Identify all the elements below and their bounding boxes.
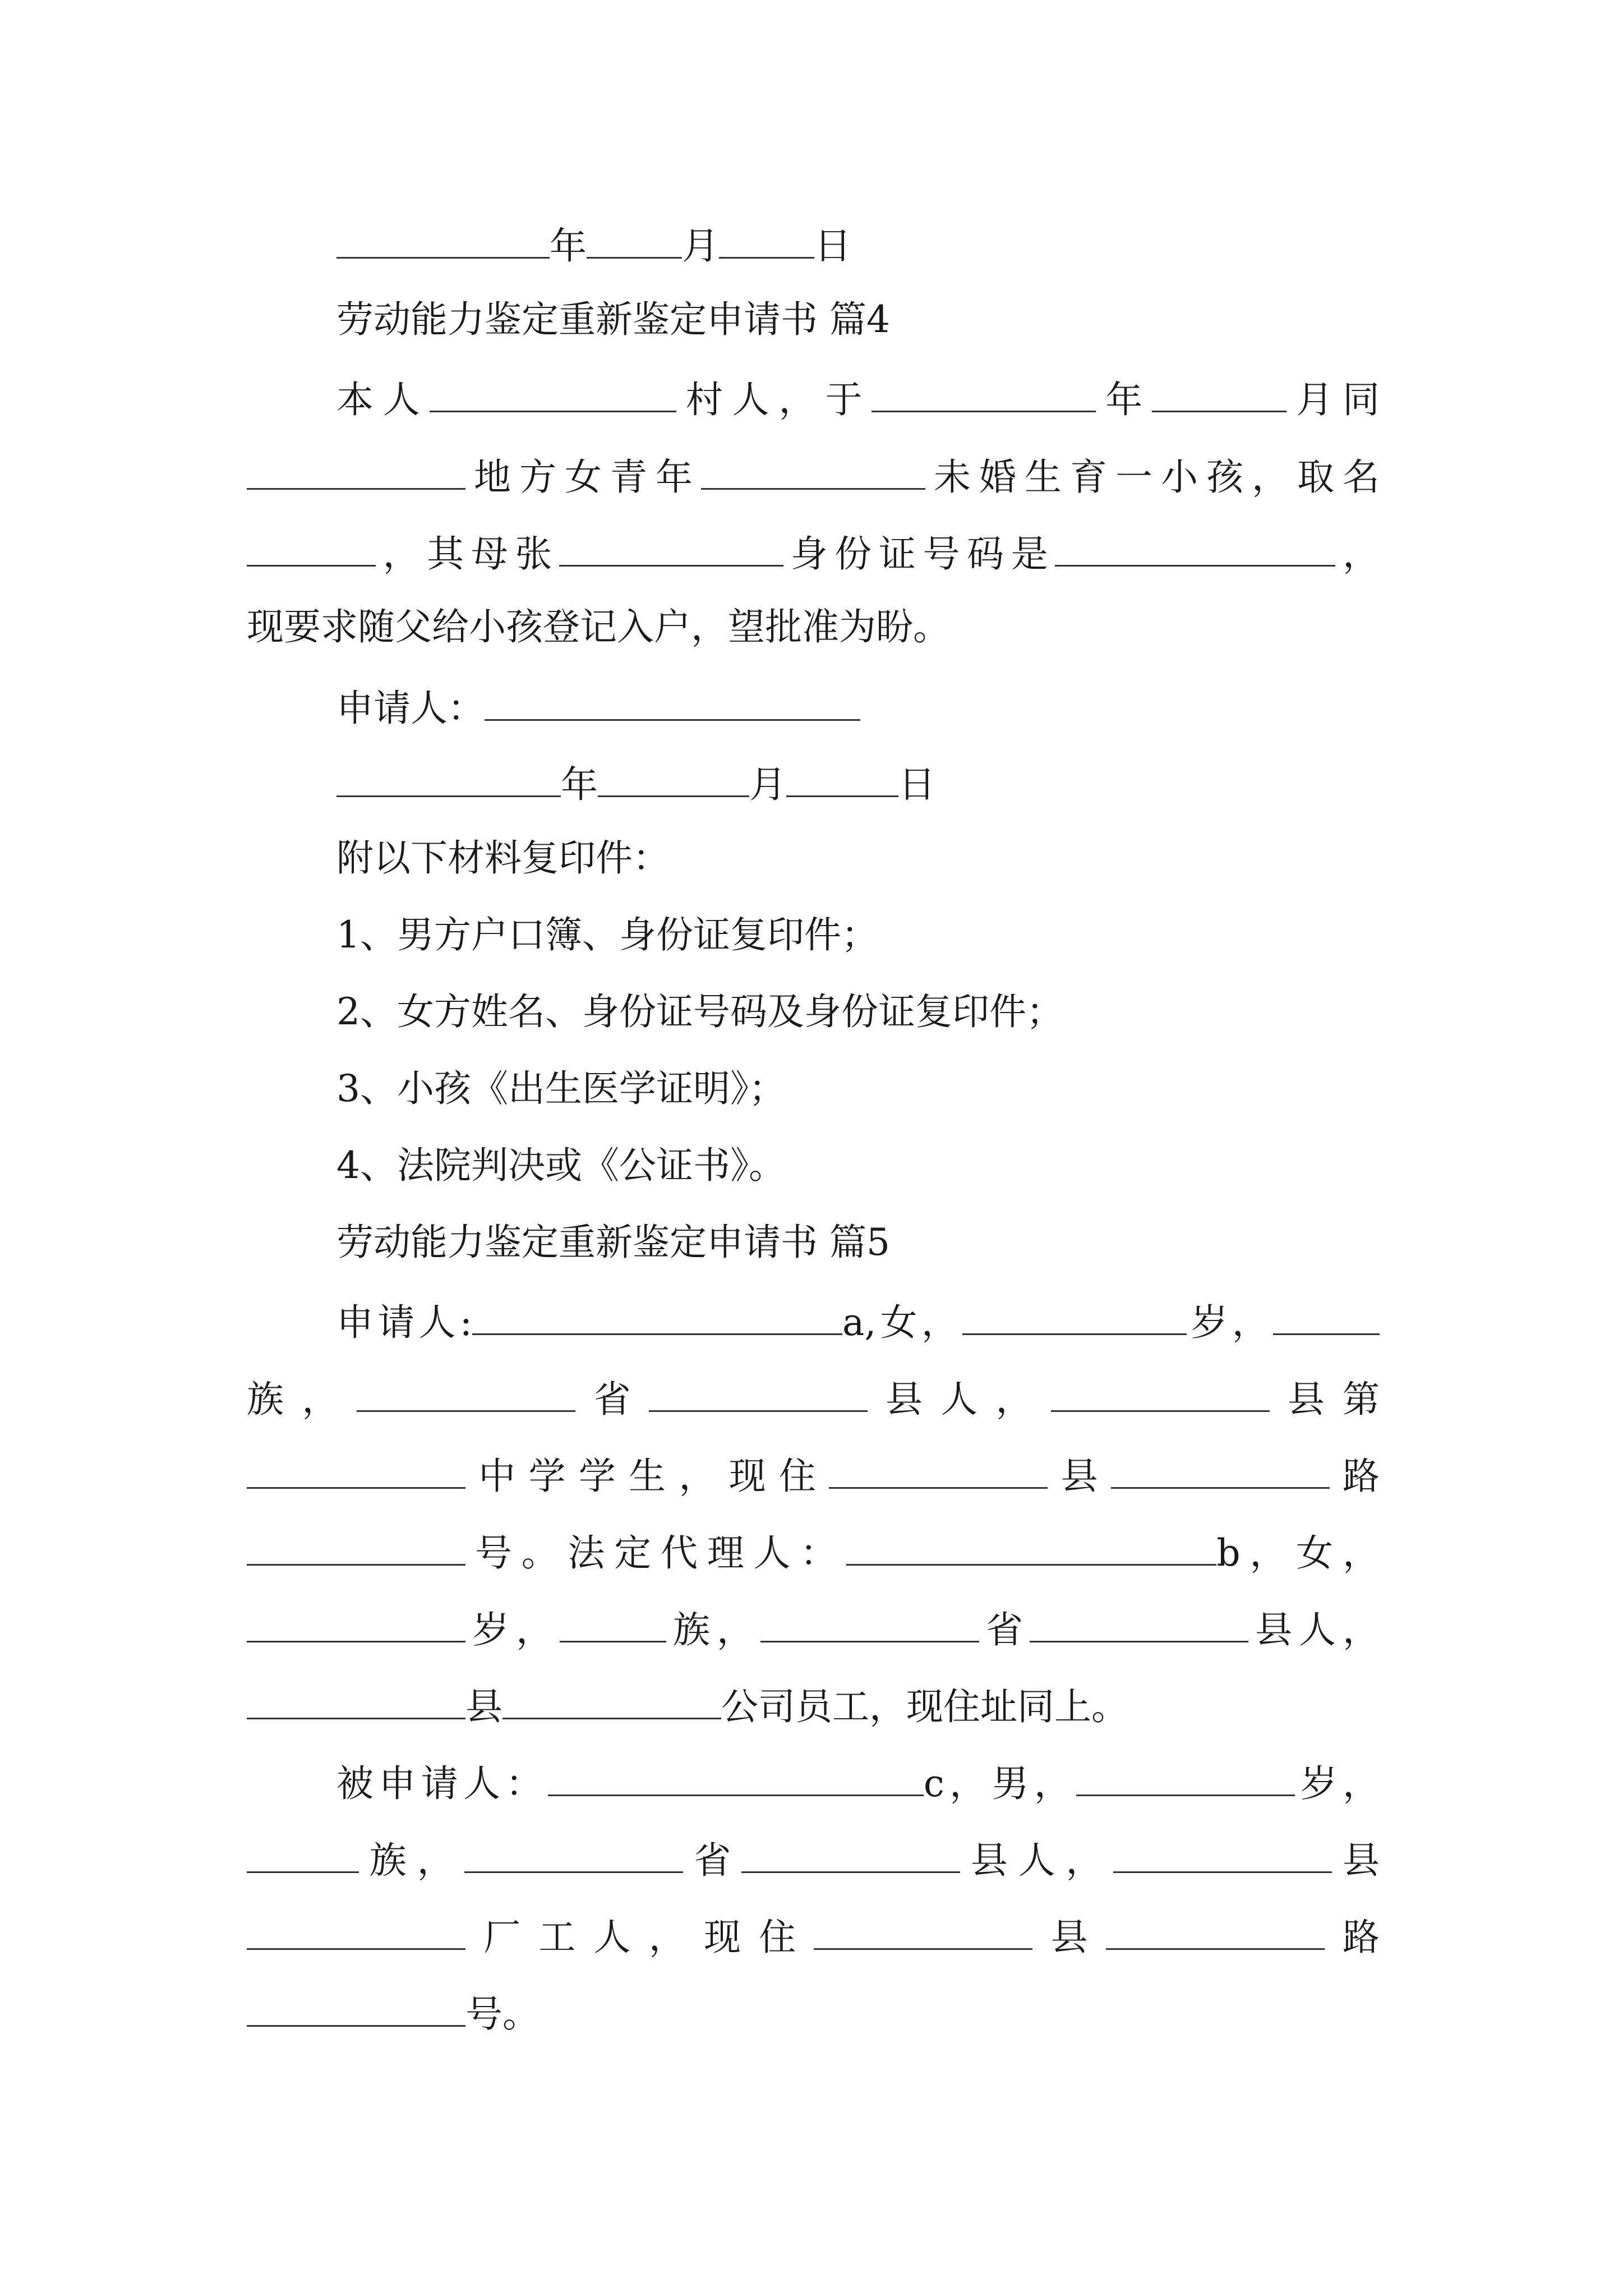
- blank-field: [814, 1909, 1032, 1950]
- blank-field: [357, 1371, 575, 1412]
- blank-field: [464, 1832, 683, 1873]
- blank-field: [247, 526, 376, 567]
- blank-field: [430, 371, 676, 412]
- blank-field: [786, 756, 898, 797]
- date-line-2: 年 月 日: [336, 756, 1380, 810]
- applicant-line1: 申请人: a,女， 岁，: [336, 1294, 1380, 1348]
- blank-field: [502, 1678, 721, 1719]
- blank-field: [1030, 1602, 1248, 1642]
- respondent-line2: 族， 省 县人， 县: [247, 1832, 1380, 1886]
- blank-field: [760, 1602, 979, 1642]
- blank-field: [846, 1525, 1216, 1566]
- blank-field: [472, 1294, 842, 1335]
- blank-field: [587, 218, 682, 259]
- attachment-item: 4、法院判决或《公证书》。: [336, 1144, 786, 1187]
- section4-para-line1: 本人 村人，于 年 月同: [336, 371, 1380, 425]
- attachment-item: 3、小孩《出生医学证明》；: [336, 1067, 786, 1110]
- blank-field: [336, 218, 550, 259]
- respondent-line1: 被申请人： c，男， 岁，: [336, 1755, 1380, 1809]
- date-line-1: [336, 218, 1380, 272]
- blank-field: [649, 1371, 868, 1412]
- blank-field: [1273, 1294, 1380, 1335]
- blank-field: [1055, 526, 1335, 567]
- attachment-item: 1、男方户口簿、身份证复印件；: [336, 913, 878, 956]
- applicant-line3: 中学学生，现住 县 路: [247, 1448, 1380, 1502]
- blank-field: [247, 1602, 465, 1642]
- blank-field: [336, 756, 561, 797]
- section4-para-line3: ，其母张 身份证号码是 ，: [247, 526, 1380, 579]
- blank-field: [829, 1448, 1048, 1489]
- applicant-line4: 号。法定代理人： b，女，: [247, 1525, 1380, 1579]
- blank-field: [247, 1909, 465, 1950]
- blank-field: [548, 1755, 924, 1796]
- applicant-line: 申请人：: [336, 680, 1380, 734]
- section5-title: 劳动能力鉴定重新鉴定申请书 篇5: [336, 1221, 890, 1264]
- blank-field: [1111, 1448, 1330, 1489]
- respondent-line4: 号。: [247, 1986, 1380, 2040]
- applicant-line2: 族， 省 县人， 县第: [247, 1371, 1380, 1425]
- applicant-line5: 岁， 族， 省 县人，: [247, 1602, 1380, 1655]
- blank-field: [872, 371, 1096, 412]
- blank-field: [1076, 1755, 1295, 1796]
- blank-field: [247, 1832, 359, 1873]
- blank-field: [247, 1986, 465, 2027]
- month-label: 月: [682, 224, 719, 268]
- year-label: 年: [550, 224, 587, 268]
- blank-field: [1152, 371, 1287, 412]
- day-label: 日: [814, 224, 851, 268]
- blank-field: [247, 1678, 465, 1719]
- blank-field: [247, 1448, 465, 1489]
- section4-para-line2: 地方女青年 未婚生育一小孩，取名: [247, 449, 1380, 503]
- blank-field: [559, 526, 783, 567]
- applicant-line6: 县 公司员工，现住址同上。: [247, 1678, 1380, 1732]
- blank-field: [962, 1294, 1187, 1335]
- section4-para-line4: 现要求随父给小孩登记入户，望批准为盼。: [247, 605, 950, 648]
- blank-field: [741, 1832, 960, 1873]
- blank-field: [247, 449, 465, 490]
- attachment-item: 2、女方姓名、身份证号码及身份证复印件；: [336, 990, 1063, 1033]
- applicant-signature-field: [485, 680, 860, 721]
- blank-field: [560, 1602, 666, 1642]
- section4-title: 劳动能力鉴定重新鉴定申请书 篇4: [336, 298, 890, 341]
- blank-field: [1113, 1832, 1332, 1873]
- blank-field: [598, 756, 749, 797]
- blank-field: [1051, 1371, 1270, 1412]
- blank-field: [701, 449, 925, 490]
- blank-field: [719, 218, 814, 259]
- respondent-line3: 厂工人，现住 县 路: [247, 1909, 1380, 1963]
- blank-field: [1106, 1909, 1325, 1950]
- blank-field: [247, 1525, 465, 1566]
- attachment-title: 附以下材料复印件：: [336, 836, 670, 880]
